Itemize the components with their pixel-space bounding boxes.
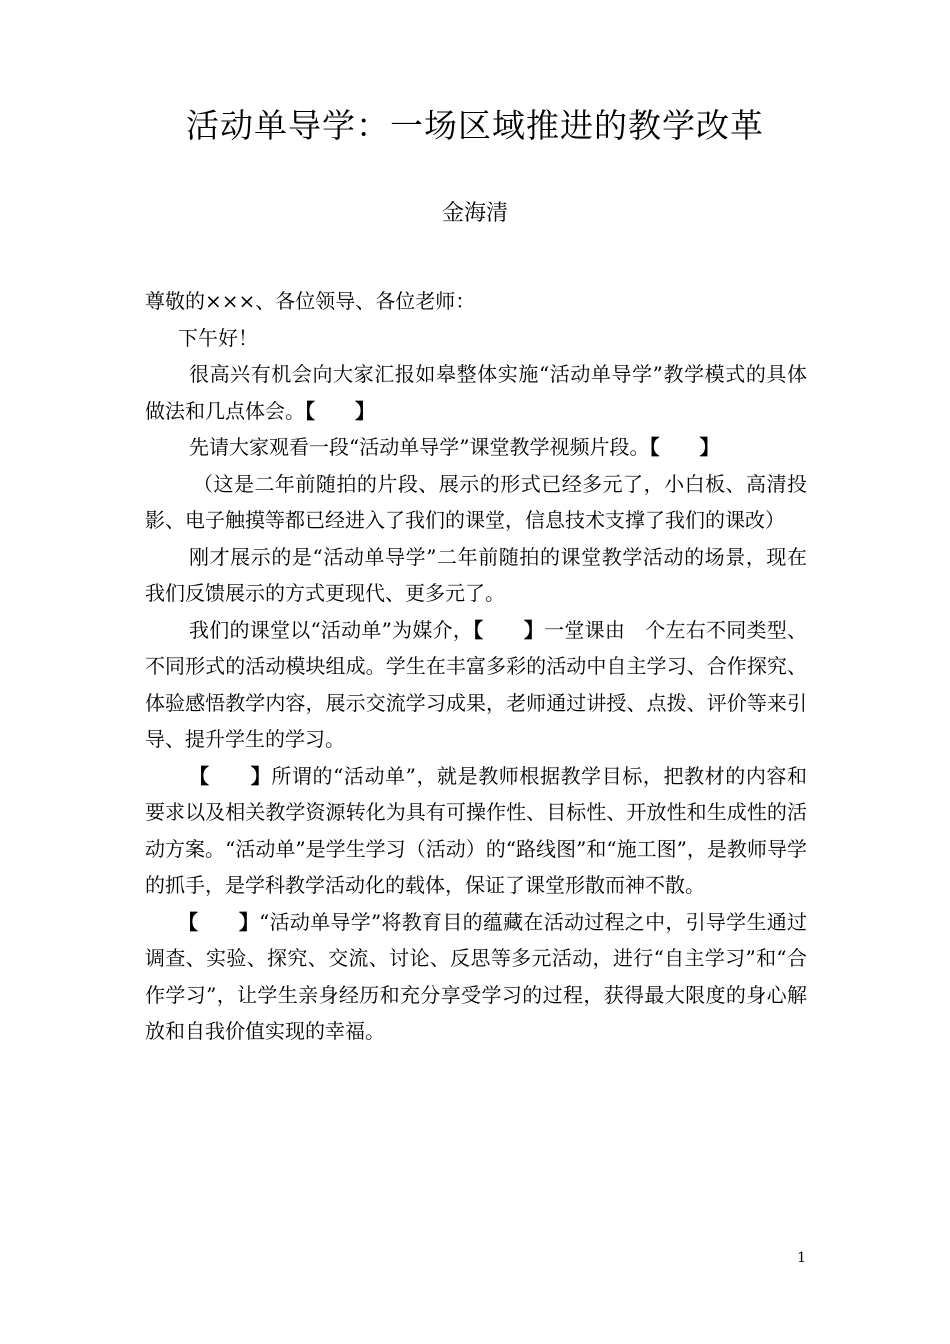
document-title: 活动单导学：一场区域推进的教学改革 xyxy=(186,106,764,145)
paragraph-5 xyxy=(145,612,807,758)
slide-marker: 【 】 xyxy=(649,435,720,459)
paragraph-6 xyxy=(145,758,807,904)
paragraph-7 xyxy=(145,904,807,1050)
salutation: 尊敬的×××、各位领导、各位老师： xyxy=(145,289,476,313)
paragraph-6-text: 所谓的“活动单”，就是教师根据教学目标，把教材的内容和要求以及相关教学资源转化为具有可操作性、目标性、开放性和生成性的活动方案。“活动单”是学生学习（活动）的“路线图”和“施工图”，是教师导学的抓手，是学科教学活动化的载体，保证了课堂形散而神不散。 xyxy=(145,763,807,897)
paragraph-5-text-b: 一堂课由 个左右不同类型、不同形式的活动模块组成。学生在丰富多彩的活动中自主学习、合作探究、体验感悟教学内容，展示交流学习成果，老师通过讲授、点拨、评价等来引导、提升学生的学习。 xyxy=(145,617,808,751)
document-body xyxy=(145,283,807,1050)
author-name: 金海清 xyxy=(441,201,508,226)
paragraph-3: （这是二年前随拍的片段、展示的形式已经多元了，小白板、高清投影、电子触摸等都已经进入了我们的课堂，信息技术支撑了我们的课改） xyxy=(145,471,807,532)
greeting: 下午好！ xyxy=(178,325,258,350)
slide-marker: 【 】 xyxy=(473,617,545,642)
paragraph-4: 刚才展示的是“活动单导学”二年前随拍的课堂教学活动的场景，现在我们反馈展示的方式更现代、更多元了。 xyxy=(145,544,807,605)
page-number: 1 xyxy=(797,1250,806,1266)
slide-marker: 【 】 xyxy=(189,763,272,788)
paragraph-2 xyxy=(145,429,807,466)
slide-marker: 【 】 xyxy=(178,909,260,934)
slide-marker: 【 】 xyxy=(305,398,375,423)
paragraph-1 xyxy=(145,356,807,429)
paragraph-1-text: 很高兴有机会向大家汇报如皋整体实施“活动单导学”教学模式的具体做法和几点体会。 xyxy=(145,362,807,423)
paragraph-5-text-a: 我们的课堂以“活动单”为媒介， xyxy=(189,617,474,642)
paragraph-7-text: “活动单导学”将教育目的蕴藏在活动过程之中，引导学生通过调查、实验、探究、交流、讨论、反思等多元活动，进行“自主学习”和“合作学习”，让学生亲身经历和充分享受学习的过程，获得最大限度的身心解放和自我价值实现的幸福。 xyxy=(145,909,808,1043)
paragraph-2-text: 先请大家观看一段“活动单导学”课堂教学视频片段。 xyxy=(189,435,650,459)
